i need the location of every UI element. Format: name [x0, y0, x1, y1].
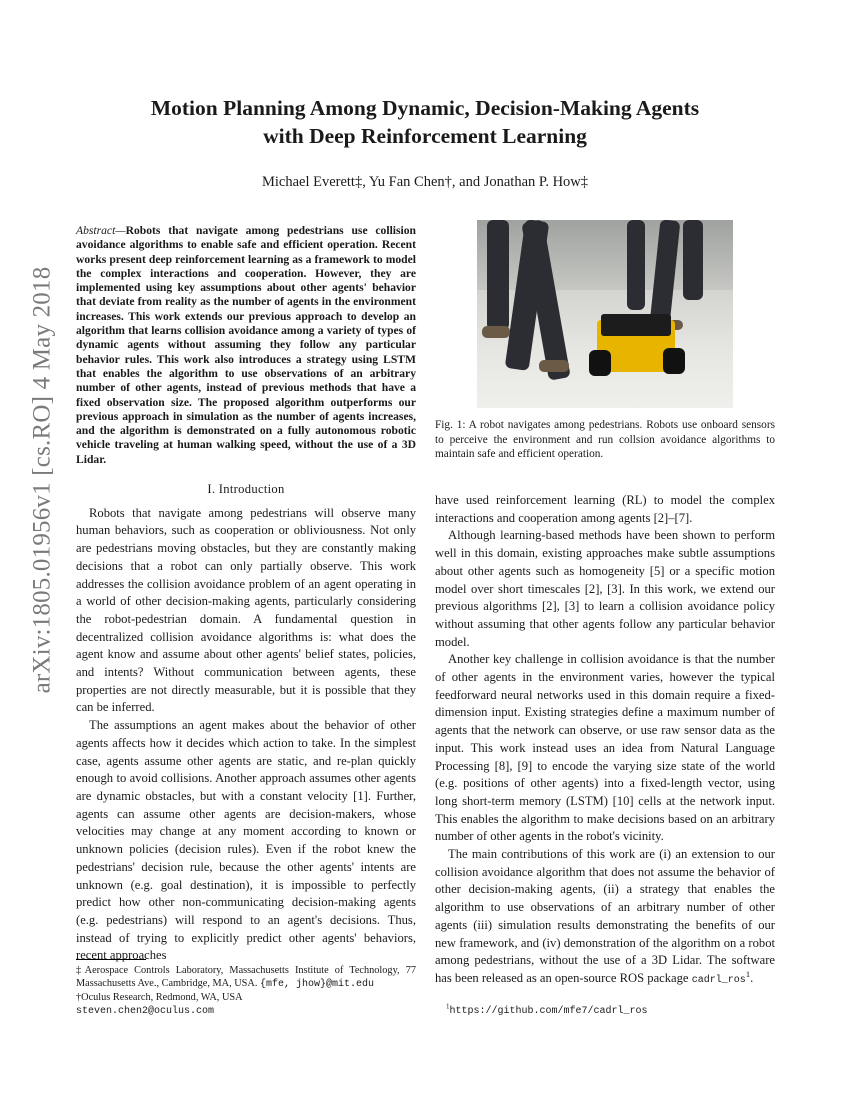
github-url-link[interactable]: https://github.com/mfe7/cadrl_ros	[449, 1006, 648, 1017]
robot-wheel	[663, 348, 685, 374]
url-footnote-mark: 1	[446, 1002, 450, 1011]
pedestrian-leg	[487, 220, 509, 330]
abstract-text: Robots that navigate among pedestrians use collision avoidance algorithms to enable safe and efficient operation. Recent works present deep reinforcement learning as a framework to model the complex interactions and cooperation. However, they are implemented using key assumptions about other agents' behavior that deviate from reality as the number of agents in the environment increases. This work extends our previous approach to develop an algorithm that learns collision avoidance among a variety of types of dynamic agents without assuming they follow any particular behavior rules. This work also introduces a strategy using LSTM that enables the algorithm to use observations of an arbitrary number of other agents, instead of previous methods that have a fixed observation size. The proposed algorithm outperforms our previous approach in simulation as the number of agents increases, and the algorithm is demonstrated on a fully autonomous robotic vehicle traveling at human walking speed, without the use of a 3D Lidar.	[76, 224, 416, 466]
abstract	[76, 224, 416, 467]
affiliation-oculus	[76, 991, 416, 1018]
author-list: Michael Everett‡, Yu Fan Chen†, and Jonathan P. How‡	[261, 174, 589, 190]
url-footnote	[446, 1002, 648, 1017]
section-heading-introduction: I. Introduction	[207, 482, 285, 497]
intro-paragraph-5: Another key challenge in collision avoidance is that the number of other agents in the environment varies, however the typical feedforward neural networks used in this domain require a fixed-dimension input. Existing strategies define a maximum number of agents that the network can observe, or use raw sensor data as the input. This work instead uses an idea from Natural Language Processing [8], [9] to encode the varying size state of the world (e.g. positions of other agents) into a fixed-length vector, using long short-term memory (LSTM) [10] cells at the network input. This enables the algorithm to make decisions based on an arbitrary number of other agents in the robot's vicinity.	[435, 652, 775, 844]
title-line-1: Motion Planning Among Dynamic, Decision-Making Agents	[150, 96, 700, 120]
pedestrian-shoe	[482, 326, 510, 338]
intro-paragraph-1: Robots that navigate among pedestrians will observe many human behaviors, such as cooperation or obliviousness. Not only are pedestrians moving obstacles, but they are constantly making decisions that a robot can only partially observe. This work addresses the collision avoidance problem of an agent operating in a world of other decision-making agents, particularly considering the robot-pedestrian domain. A fundamental question in decentralized collision avoidance algorithms is: what does the agent know and assume about other agents' belief states, policies, and intents? Without communication between agents, these properties are not directly measurable, but it is possible that they can be inferred.	[76, 505, 416, 715]
figure-robot-photo	[477, 220, 733, 408]
arxiv-identifier: arXiv:1805.01956v1 [cs.RO] 4 May 2018	[28, 266, 56, 694]
package-name: cadrl_ros	[691, 974, 746, 986]
intro-paragraph-2: The assumptions an agent makes about the behavior of other agents affects how it decides which action to take. In the simplest case, agents assume other agents are static, and re-plan quickly enough to avoid collisions. Another approach assumes other agents are dynamic obstacles, but with a constant velocity [1]. Further, agents can assume other agents are decision-makers, whose velocities may change at any moment according to known or unknown policies (decision rules). Even if the robot knew the pedestrians' decision rule, because the other agents' intents are unknown (e.g. goal destination), it is impossible to perfectly predict how other non-communicating decision-making agents (e.g. pedestrians) will respond to an agent's decisions. Thus, instead of trying to explicitly predict other agents' behaviors, recent approaches	[76, 718, 416, 963]
abstract-lead: Abstract—	[76, 224, 126, 237]
affiliation-mit	[76, 964, 416, 991]
affiliation-oculus-text: †Oculus Research, Redmond, WA, USA	[76, 992, 243, 1003]
robot-sensor-box	[601, 314, 671, 336]
affiliation-mit-text: ‡Aerospace Controls Laboratory, Massachusetts Institute of Technology, 77 Massachusetts Ave., Cambridge, MA, USA.	[76, 965, 416, 989]
oculus-email: steven.chen2@oculus.com	[76, 1006, 215, 1017]
paragraph-end: .	[750, 970, 754, 985]
left-column	[76, 224, 416, 965]
title-line-2: with Deep Reinforcement Learning	[263, 124, 587, 148]
intro-paragraph-4: Although learning-based methods have been shown to perform well in this domain, existing approaches make subtle assumptions about other agents such as homogeneity [5] or a specific motion model over short timescales [2], [3]. In this work, we extend our previous algorithms [2], [3] to learn a collision avoidance policy without assuming that other agents follow any particular behavior model.	[435, 528, 775, 649]
robot-wheel	[589, 350, 611, 376]
right-column	[435, 492, 775, 990]
contributions-text: The main contributions of this work are (i) an extension to our collision avoidance algorithm that does not assume the behavior of other decision-making agents, (ii) a strategy that enables the algorithm to use observations of an arbitrary number of other agents (iii) simulation results demonstrating the benefits of our new framework, and (iv) demonstration of the algorithm on a robot among pedestrians, without the use of a 3D Lidar. The software has been released as an open-source ROS package	[435, 847, 775, 985]
intro-paragraph-3: have used reinforcement learning (RL) to model the complex interactions and cooperation among agents [2]–[7].	[435, 493, 775, 525]
pedestrian-leg	[627, 220, 645, 310]
paper-title	[80, 94, 770, 150]
arxiv-sidebar	[22, 266, 62, 694]
footnote-rule	[76, 959, 146, 960]
pedestrian-shoe	[539, 360, 569, 372]
pedestrian-leg	[683, 220, 703, 300]
mit-email: {mfe, jhow}@mit.edu	[260, 979, 375, 990]
footnote-mark: 1	[745, 968, 751, 979]
intro-paragraph-6	[435, 846, 775, 990]
figure-caption: Fig. 1: A robot navigates among pedestrians. Robots use onboard sensors to perceive the environment and run collsion avoidance algorithms to maintain safe and efficient operation.	[435, 419, 775, 461]
affiliation-footnotes	[76, 964, 416, 1018]
